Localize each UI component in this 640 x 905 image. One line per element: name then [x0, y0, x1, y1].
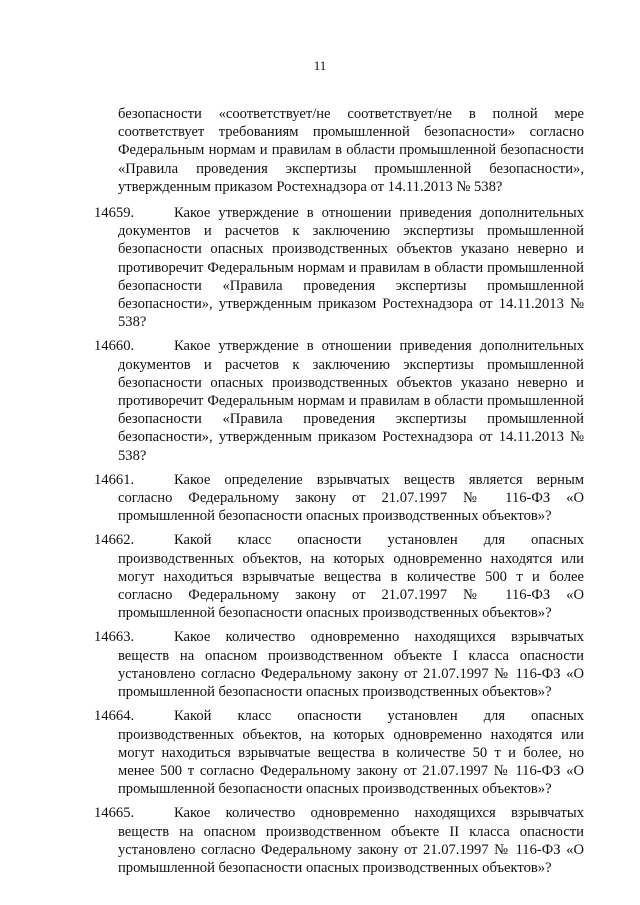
continuation-text: безопасности «соответствует/не соответствует/не в полной мере соответствует требованиям промышленной безопасности» согласно Федеральным нормам и правилам в области промышленной безопасности «Правила проведения экспертизы промышленной безопасности», утвержденным приказом Ростехнадзора от 14.11.2013 № 538?: [118, 106, 584, 195]
question-item: [94, 804, 584, 877]
question-item: [94, 337, 584, 464]
question-item: [94, 707, 584, 798]
page-number: 11: [313, 58, 327, 73]
question-number: 14662.: [94, 532, 135, 549]
question-number: 14661.: [94, 471, 135, 488]
question-text: Какое утверждение в отношении приведения дополнительных документов и расчетов к заключению экспертизы промышленной безопасности опасных производственных объектов указано неверно и противоречит Федеральным нормам и правилам в области промышленной безопасности «Правила проведения экспертизы промышленной безопасности», утвержденным приказом Ростехнадзора от 14.11.2013 № 538?: [118, 338, 584, 464]
question-text: Какое утверждение в отношении приведения дополнительных документов и расчетов к заключению экспертизы промышленной безопасности опасных производственных объектов указано неверно и противоречит Федеральным нормам и правилам в области промышленной безопасности «Правила проведения экспертизы промышленной безопасности», утвержденным приказом Ростехнадзора от 14.11.2013 № 538?: [118, 205, 584, 331]
question-item: [94, 204, 584, 331]
question-text: Какое количество одновременно находящихся взрывчатых веществ на опасном производственном объекте I класса опасности установлено согласно Федеральному закону от 21.07.1997 № 116-ФЗ «О промышленной безопасности опасных производственных объектов»?: [118, 629, 584, 701]
question-text: Какое количество одновременно находящихся взрывчатых веществ на опасном производственном объекте II класса опасности установлено согласно Федеральному закону от 21.07.1997 № 116-ФЗ «О промышленной безопасности опасных производственных объектов»?: [118, 805, 584, 876]
question-text: Какой класс опасности установлен для опасных производственных объектов, на которых одновременно находятся или могут находиться взрывчатые вещества в количестве 500 т и более согласно Федеральному закону от 21.07.1997 № 116-ФЗ «О промышленной безопасности опасных производственных объектов»?: [118, 532, 584, 622]
question-text: Какой класс опасности установлен для опасных производственных объектов, на которых одновременно находятся или могут находиться взрывчатые вещества в количестве 50 т и более, но менее 500 т согласно Федеральному закону от 21.07.1997 № 116-ФЗ «О промышленной безопасности опасных производственных объектов»?: [118, 708, 584, 798]
question-item: [94, 471, 584, 526]
continuation-paragraph: [118, 105, 584, 196]
question-item: [94, 531, 584, 622]
question-text: Какое определение взрывчатых веществ является верным согласно Федеральному закону от 21.07.1997 № 116-ФЗ «О промышленной безопасности опасных производственных объектов»?: [118, 471, 584, 525]
question-number: 14665.: [94, 805, 135, 822]
document-body: [94, 105, 584, 883]
question-number: 14664.: [94, 708, 135, 725]
question-item: [94, 628, 584, 701]
question-number: 14659.: [94, 205, 135, 222]
question-number: 14660.: [94, 338, 135, 355]
question-number: 14663.: [94, 629, 135, 646]
